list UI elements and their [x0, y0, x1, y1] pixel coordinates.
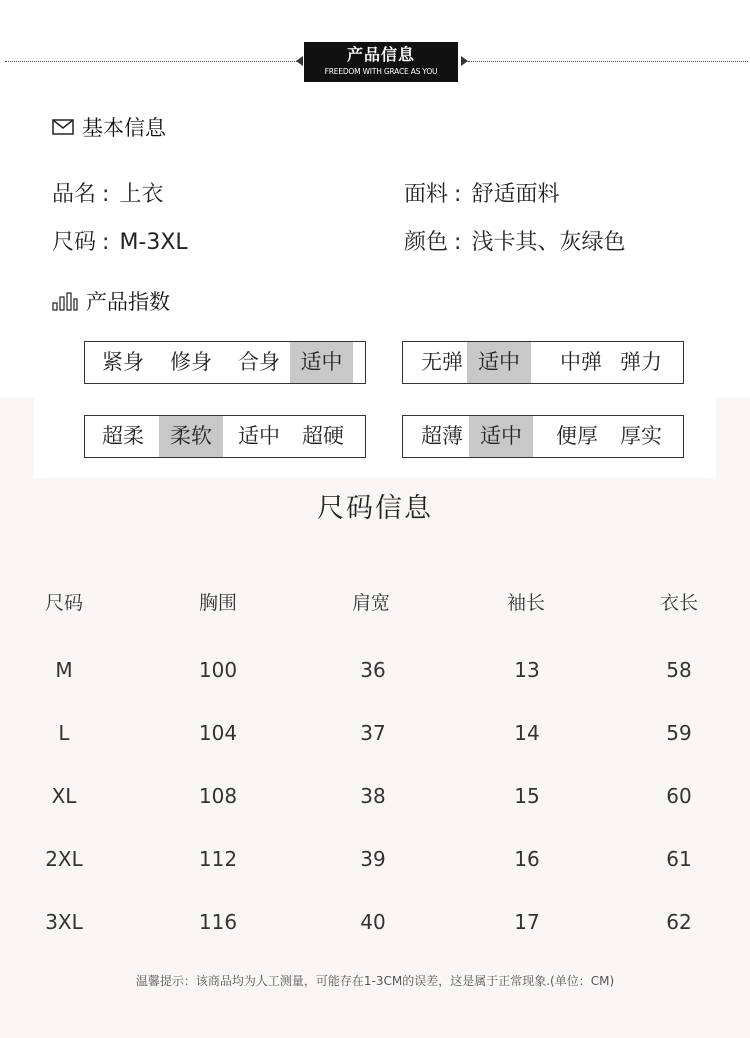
- info-value: 浅卡其、灰绿色: [471, 230, 626, 255]
- table-cell: 16: [514, 847, 540, 871]
- table-row: [0, 844, 750, 874]
- table-row: [0, 655, 750, 685]
- table-cell: XL: [51, 784, 77, 808]
- col-header: 胸围: [198, 592, 237, 614]
- table-cell: 2XL: [45, 847, 83, 871]
- info-key: 尺码: [52, 230, 97, 255]
- table-cell: 100: [198, 658, 238, 682]
- table-cell: L: [58, 721, 70, 745]
- scale-option: 紧身: [102, 350, 144, 374]
- table-cell: 13: [514, 658, 540, 682]
- bar-chart-icon: [52, 291, 78, 311]
- product-index-heading: [52, 287, 170, 315]
- table-cell: 104: [198, 721, 238, 745]
- arrow-right-icon: [461, 56, 468, 66]
- header-title: 产品信息: [346, 45, 415, 64]
- softness-scale: [84, 415, 366, 458]
- col-header: 肩宽: [351, 592, 390, 614]
- table-cell: 37: [360, 721, 386, 745]
- scale-option: 超薄: [421, 424, 463, 448]
- scale-option: 厚实: [620, 424, 662, 448]
- table-cell: 38: [360, 784, 386, 808]
- basic-info-heading: [52, 113, 166, 141]
- scale-option: 合身: [238, 350, 280, 374]
- table-cell: 112: [198, 847, 238, 871]
- scale-option: 适中: [238, 424, 280, 448]
- table-row: [0, 907, 750, 937]
- scale-option: 弹力: [620, 350, 662, 374]
- info-key: 品名: [52, 182, 97, 207]
- table-cell: M: [55, 658, 73, 682]
- measurement-note: 温馨提示：该商品均为人工测量，可能存在1-3CM的误差，这是属于正常现象.(单位：CM): [135, 974, 615, 988]
- size-info-title: 尺码信息: [317, 493, 433, 524]
- table-row: [0, 718, 750, 748]
- scale-option-selected: 柔软: [159, 416, 223, 457]
- col-header: 衣长: [659, 592, 698, 614]
- info-key: 颜色: [404, 230, 449, 255]
- table-cell: 14: [514, 721, 540, 745]
- arrow-left-icon: [296, 56, 303, 66]
- table-row: [0, 781, 750, 811]
- thickness-scale: [402, 415, 684, 458]
- info-fabric: 面料 : 舒适面料: [404, 182, 560, 207]
- table-cell: 59: [666, 721, 692, 745]
- mail-icon: [52, 119, 74, 135]
- header-divider-right: [468, 61, 748, 62]
- scale-option: 无弹: [421, 350, 463, 374]
- header-subtitle: FREEDOM WITH GRACE AS YOU: [324, 67, 438, 76]
- table-cell: 17: [514, 910, 540, 934]
- info-value: 舒适面料: [471, 182, 560, 207]
- elasticity-scale: [402, 341, 684, 384]
- scale-option-selected: 适中: [290, 342, 353, 383]
- table-cell: 116: [198, 910, 238, 934]
- scale-option-selected: 适中: [467, 342, 531, 383]
- header-divider-left: [5, 61, 297, 62]
- scale-option: 中弹: [560, 350, 602, 374]
- product-index-title: 产品指数: [86, 290, 170, 314]
- table-cell: 108: [198, 784, 238, 808]
- scale-option: 超硬: [302, 424, 344, 448]
- info-size: 尺码 : M-3XL: [52, 230, 188, 255]
- table-cell: 36: [360, 658, 386, 682]
- scale-option: 便厚: [556, 424, 598, 448]
- col-header: 袖长: [506, 592, 545, 614]
- table-cell: 60: [666, 784, 692, 808]
- table-cell: 61: [666, 847, 692, 871]
- info-key: 面料: [404, 182, 449, 207]
- table-cell: 15: [514, 784, 540, 808]
- table-cell: 39: [360, 847, 386, 871]
- info-name: 品名 : 上衣: [52, 182, 164, 207]
- scale-option-selected: 适中: [469, 416, 533, 457]
- info-value: 上衣: [119, 182, 164, 207]
- table-cell: 58: [666, 658, 692, 682]
- scale-option: 修身: [170, 350, 212, 374]
- table-cell: 40: [360, 910, 386, 934]
- info-value: M-3XL: [119, 230, 188, 255]
- basic-info-title: 基本信息: [82, 116, 166, 140]
- col-header: 尺码: [44, 592, 83, 614]
- fit-scale: [84, 341, 366, 384]
- scale-option: 超柔: [102, 424, 144, 448]
- header-title-box: [304, 42, 458, 82]
- table-cell: 3XL: [45, 910, 83, 934]
- info-color: 颜色 : 浅卡其、灰绿色: [404, 230, 626, 255]
- table-cell: 62: [666, 910, 692, 934]
